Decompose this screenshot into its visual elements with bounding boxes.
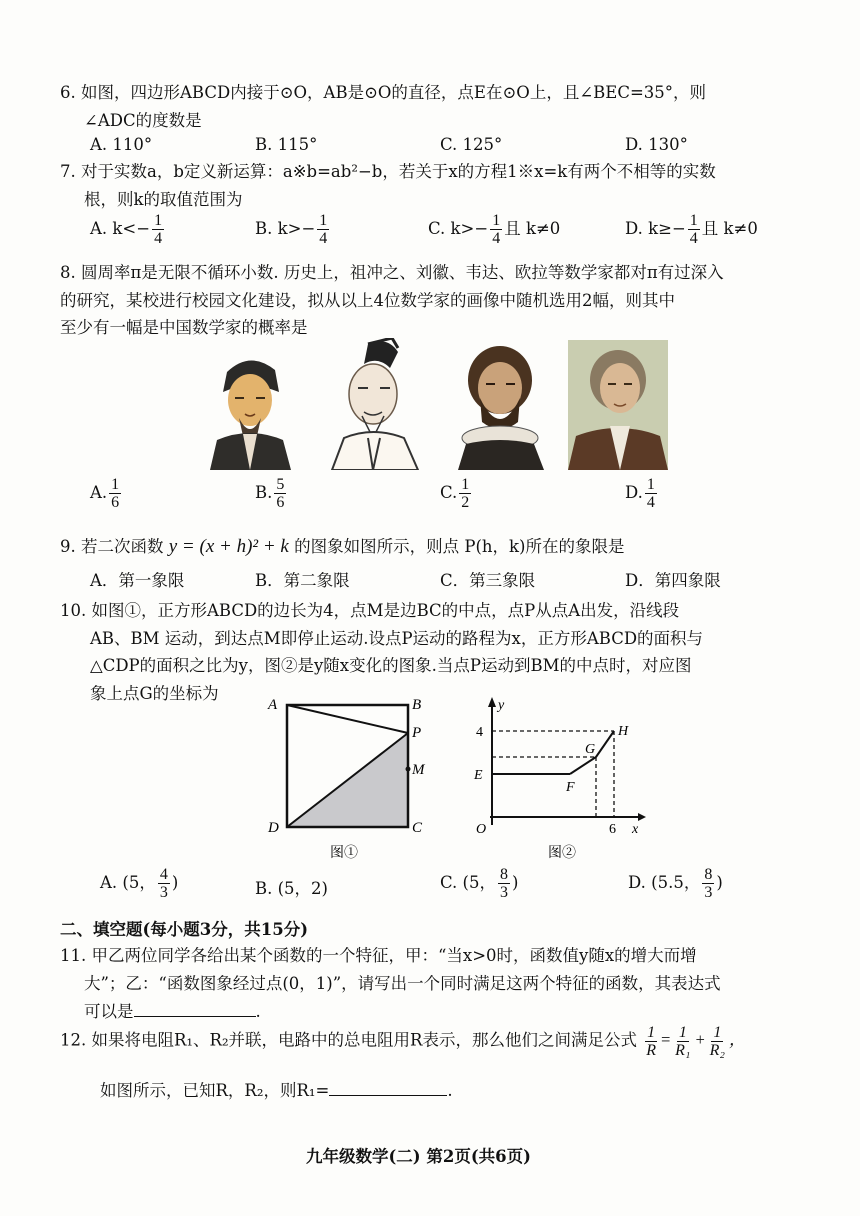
q11-period: . xyxy=(255,1002,261,1021)
figure-2-graph xyxy=(470,695,650,865)
fraction xyxy=(498,866,510,901)
q10-option-b xyxy=(255,875,328,899)
fraction-numerator: 8 xyxy=(704,866,713,883)
q8-stem-line3: 至少有一幅是中国数学家的概率是 xyxy=(60,318,308,337)
fraction-numerator: 1 xyxy=(646,476,655,493)
q6-option-a: A. 110° xyxy=(90,135,153,154)
fraction xyxy=(317,212,329,247)
y-axis-arrow xyxy=(488,697,496,707)
q10-stem-line4: 象上点G的坐标为 xyxy=(90,684,219,703)
formula-plus: + xyxy=(694,1030,706,1050)
q12-prompt: 12. 如果将电阻R₁、R₂并联，电路中的总电阻用R表示，那么他们之间满足公式 xyxy=(60,1030,637,1050)
q12-formula xyxy=(642,1024,746,1059)
option-expression: (5.5， xyxy=(651,873,701,892)
q10-option-d xyxy=(628,866,723,901)
fraction xyxy=(152,212,164,247)
portrait-vieta-image xyxy=(452,340,548,470)
option-expression: k<− xyxy=(112,219,151,238)
tick-y-4: 4 xyxy=(476,725,483,740)
q9-option-d: D．第四象限 xyxy=(625,571,721,590)
option-expression: k>− xyxy=(450,219,489,238)
q7-option-c xyxy=(428,212,560,247)
q12-stem-line2 xyxy=(100,1077,453,1101)
option-expression: k≥− xyxy=(648,219,686,238)
label-e: E xyxy=(474,768,483,783)
option-label: C. xyxy=(440,873,458,892)
option-close-paren: ) xyxy=(171,873,179,892)
option-label: A. xyxy=(100,873,118,892)
option-label: C. xyxy=(440,483,458,502)
q10-stem-line2: AB、BM 运动，到达点M即停止运动.设点P运动的路程为x，正方形ABCD的面积与 xyxy=(90,629,704,648)
option-expression: (5， xyxy=(462,873,496,892)
option-label: D. xyxy=(628,873,646,892)
figure-2-caption: 图② xyxy=(548,845,576,861)
fraction-denominator: 3 xyxy=(159,884,168,901)
fraction-denominator: 6 xyxy=(111,494,120,511)
tick-x-6: 6 xyxy=(609,822,616,837)
q7-option-a xyxy=(90,212,166,247)
fraction-numerator: 1 xyxy=(111,476,120,493)
q8-option-d xyxy=(625,476,659,511)
option-label: D. xyxy=(625,219,643,238)
fraction-numerator: 1 xyxy=(678,1024,687,1041)
q8-option-b xyxy=(255,476,288,511)
option-expression: (5，2) xyxy=(277,879,328,898)
q9-stem xyxy=(60,533,624,558)
label-a: A xyxy=(268,697,278,713)
option-label: D. xyxy=(625,483,643,502)
fraction-numerator: 5 xyxy=(276,476,285,493)
fraction-denominator: 3 xyxy=(704,884,713,901)
fraction xyxy=(459,476,471,511)
option-condition: 且 k≠0 xyxy=(701,219,758,238)
fraction-denominator: 3 xyxy=(499,884,508,901)
q6-option-d: D. 130° xyxy=(625,135,688,154)
q9-stem-prefix: 9. 若二次函数 xyxy=(60,537,164,556)
fraction xyxy=(708,1024,727,1059)
fraction-denominator: 4 xyxy=(492,230,501,247)
fraction xyxy=(274,476,286,511)
q10-option-a xyxy=(100,866,178,901)
fraction xyxy=(644,1024,658,1059)
q6-option-c: C. 125° xyxy=(440,135,503,154)
q6-option-b: B. 115° xyxy=(255,135,318,154)
fraction-denominator: 4 xyxy=(319,230,328,247)
label-o: O xyxy=(476,822,487,837)
fraction-denominator: 4 xyxy=(646,494,655,511)
fraction-numerator: 1 xyxy=(461,476,470,493)
fraction-numerator: 8 xyxy=(499,866,508,883)
option-expression: k>− xyxy=(277,219,316,238)
fraction-numerator: 1 xyxy=(492,212,501,229)
fraction xyxy=(688,212,700,247)
q7-option-d xyxy=(625,212,758,247)
option-condition: 且 k≠0 xyxy=(504,219,561,238)
q12-period: . xyxy=(447,1081,453,1100)
label-h: H xyxy=(618,724,629,739)
point-m xyxy=(406,767,411,772)
fraction-numerator: 1 xyxy=(689,212,698,229)
label-x: x xyxy=(632,822,639,837)
fraction-numerator: 1 xyxy=(154,212,163,229)
label-m: M xyxy=(412,762,425,778)
label-p: P xyxy=(412,725,422,741)
q11-stem-line3 xyxy=(84,998,261,1022)
label-y: y xyxy=(498,698,505,713)
segment-gh xyxy=(596,731,614,757)
option-label: B. xyxy=(255,219,273,238)
label-g: G xyxy=(585,742,596,757)
portrait-zu-chongzhi-image xyxy=(205,352,295,470)
fraction-denominator: R₂ xyxy=(709,1042,725,1059)
formula-equals: = xyxy=(660,1030,672,1050)
q9-stem-suffix: 的图象如图所示，则点 P(h，k)所在的象限是 xyxy=(294,537,625,556)
x-axis-arrow xyxy=(638,813,646,821)
q9-option-c: C．第三象限 xyxy=(440,571,536,590)
option-label: A. xyxy=(90,219,108,238)
fraction xyxy=(109,476,121,511)
q7-stem-line1: 7. 对于实数a，b定义新运算：a※b=ab²−b，若关于x的方程1※x=k有两个不相等的实数 xyxy=(60,162,716,181)
label-d: D xyxy=(268,820,279,836)
section-2-heading: 二、填空题(每小题3分，共15分) xyxy=(60,920,309,939)
segment-fg xyxy=(570,757,596,774)
q12-answer-blank[interactable] xyxy=(329,1081,447,1096)
figure-1-caption: 图① xyxy=(330,845,358,861)
q12-stem-line1 xyxy=(60,1024,745,1059)
portrait-liu-hui-image xyxy=(328,338,420,470)
fraction-denominator: 2 xyxy=(461,494,470,511)
fraction-denominator: R xyxy=(646,1042,657,1059)
q8-option-a xyxy=(90,476,123,511)
q9-formula: y = (x + h)² + k xyxy=(168,536,289,557)
q12-prompt-2: 如图所示，已知R，R₂，则R₁= xyxy=(100,1081,330,1100)
fraction-numerator: 1 xyxy=(319,212,328,229)
fraction-denominator: 6 xyxy=(276,494,285,511)
fraction xyxy=(645,476,657,511)
q7-option-b xyxy=(255,212,331,247)
fraction-denominator: 4 xyxy=(154,230,163,247)
q6-stem-line1: 6. 如图，四边形ABCD内接于⊙O，AB是⊙O的直径，点E在⊙O上，且∠BEC=35°，则 xyxy=(60,83,707,102)
option-label: C. xyxy=(428,219,446,238)
q8-stem-line2: 的研究，某校进行校园文化建设，拟从以上4位数学家的画像中随机选用2幅，则其中 xyxy=(60,291,675,310)
fraction xyxy=(490,212,502,247)
fraction xyxy=(673,1024,692,1059)
option-label: B. xyxy=(255,483,273,502)
q11-stem-line1: 11. 甲乙两位同学各给出某个函数的一个特征，甲：“当x>0时，函数值y随x的增大而增 xyxy=(60,946,697,965)
fraction-numerator: 1 xyxy=(713,1024,722,1041)
portrait-euler-image xyxy=(568,340,668,470)
fraction-denominator: R₁ xyxy=(675,1042,691,1059)
q7-stem-line2: 根，则k的取值范围为 xyxy=(84,190,243,209)
q10-option-c xyxy=(440,866,518,901)
q10-stem-line1: 10. 如图①，正方形ABCD的边长为4，点M是边BC的中点，点P从点A出发，沿线段 xyxy=(60,601,680,620)
formula-comma: ， xyxy=(728,1030,746,1050)
page-footer: 九年级数学(二) 第2页(共6页) xyxy=(306,1147,531,1166)
option-label: B. xyxy=(255,879,273,898)
q10-stem-line3: △CDP的面积之比为y，图②是y随x变化的图象.当点P运动到BM的中点时，对应图 xyxy=(90,656,692,675)
q11-prompt: 可以是 xyxy=(84,1002,134,1021)
fraction-numerator: 1 xyxy=(647,1024,656,1041)
fraction xyxy=(702,866,714,901)
label-f: F xyxy=(566,780,575,795)
label-b: B xyxy=(412,697,422,713)
q11-stem-line2: 大”；乙：“函数图象经过点(0，1)”，请写出一个同时满足这两个特征的函数，其表达式 xyxy=(84,974,721,993)
segment-ap xyxy=(287,705,408,733)
q11-answer-blank[interactable] xyxy=(134,1002,256,1017)
option-close-paren: ) xyxy=(716,873,723,892)
label-c: C xyxy=(412,820,423,836)
option-close-paren: ) xyxy=(511,873,519,892)
q9-option-a: A．第一象限 xyxy=(90,571,185,590)
q8-option-c xyxy=(440,476,473,511)
q9-option-b: B．第二象限 xyxy=(255,571,350,590)
option-label: A. xyxy=(90,483,108,502)
fraction-denominator: 4 xyxy=(689,230,698,247)
figure-1-square-diagram xyxy=(260,695,440,865)
q8-stem-line1: 8. 圆周率π是无限不循环小数. 历史上，祖冲之、刘徽、韦达、欧拉等数学家都对π有过深入 xyxy=(60,263,724,282)
fraction xyxy=(158,866,170,901)
q6-stem-line2: ∠ADC的度数是 xyxy=(84,111,202,130)
option-expression: (5， xyxy=(122,873,156,892)
fraction-numerator: 4 xyxy=(159,866,168,883)
